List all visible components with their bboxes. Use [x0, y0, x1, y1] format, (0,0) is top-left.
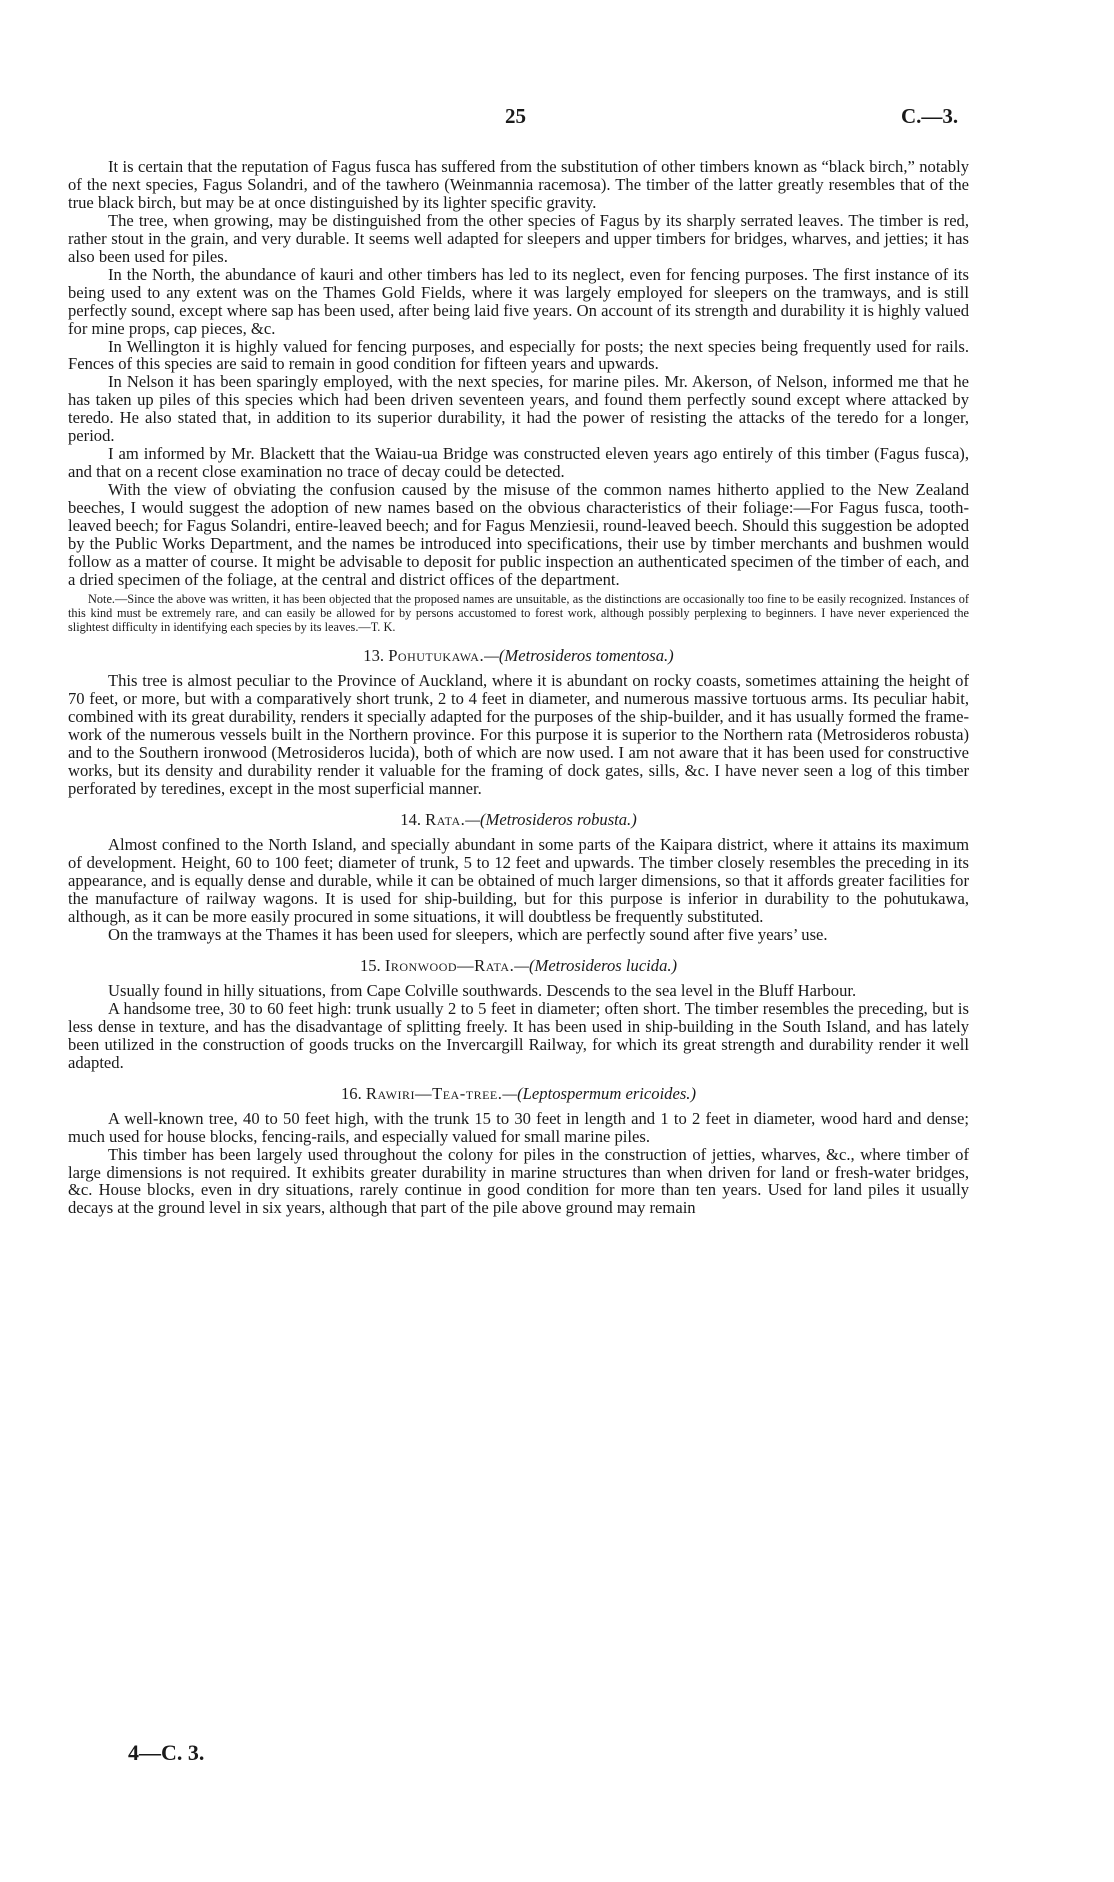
section-heading	[68, 646, 969, 665]
footnote: Note.—Since the above was written, it has been objected that the proposed names are unsuitable, as the distinctions are occasionally too fine to be easily recognized. Instances of this kind must be extremely rare, and can easily be allowed for by persons accustomed to forest work, although possibly perplexing to beginners. I have never experienced the slightest difficulty in identifying each species by its leaves.—T. K.	[68, 591, 969, 635]
paragraph: In the North, the abundance of kauri and other timbers has led to its neglect, even for fencing purposes. The first instance of its being used to any extent was on the Thames Gold Fields, where it was largely employed for sleepers on the tramways, and is still perfectly sound, except where sap has been used, after being laid five years. On account of its strength and durability it is highly valued for mine props, cap pieces, &c.	[68, 264, 969, 338]
section-common-name: Rawiri—Tea-tree.	[365, 1083, 503, 1103]
paragraph: It is certain that the reputation of Fagus fusca has suffered from the substitution of other timbers known as “black birch,” notably of the next species, Fagus Solandri, and of the tawhero (Weinmannia racemosa). The timber of the latter greatly resembles that of the true black birch, but may be at once distinguished by its lighter specific gravity.	[68, 157, 969, 212]
paragraph: This timber has been largely used throughout the colony for piles in the construction of jetties, wharves, &c., where timber of large dimensions is not required. It exhibits greater durability in marine structures than when driven for land or fresh-water bridges, &c. House blocks, even in dry situations, rarely continue in good condition for more than ten years. Used for land piles it usually decays at the ground level in six years, although that part of the pile above ground may remain	[68, 1144, 969, 1218]
page-number: 25	[505, 104, 526, 128]
section-latin-name: —(Leptospermum ericoides.)	[502, 1083, 696, 1103]
paragraph: The tree, when growing, may be distinguished from the other species of Fagus by its sharply serrated leaves. The timber is red, rather stout in the grain, and very durable. It seems well adapted for sleepers and upper timbers for bridges, wharves, and jetties; it has also been used for piles.	[68, 210, 969, 266]
paragraph: I am informed by Mr. Blackett that the Waiau-ua Bridge was constructed eleven years ago entirely of this timber (Fagus fusca), and that on a recent close examination no trace of decay could be detected.	[68, 444, 969, 482]
paragraph: A well-known tree, 40 to 50 feet high, with the trunk 15 to 30 feet in length and 1 to 2 feet in diameter, wood hard and dense; much used for house blocks, fencing-rails, and especially valued for small marine piles.	[68, 1108, 969, 1146]
section-number: 15.	[359, 955, 381, 975]
paragraph: A handsome tree, 30 to 60 feet high: trunk usually 2 to 5 feet in diameter; often short. The timber resembles the preceding, but is less dense in texture, and has the disadvantage of splitting freely. It has been used in ship-building in the South Island, and has lately been utilized in the construction of goods trucks on the Invercargill Railway, for which its great strength and durability render it well adapted.	[68, 998, 969, 1072]
page-header	[0, 104, 1114, 134]
paragraph: In Nelson it has been sparingly employed, with the next species, for marine piles. Mr. Akerson, of Nelson, informed me that he has taken up piles of this species which had been driven seventeen years, and found them perfectly sound except where attacked by teredo. He also stated that, in addition to its superior durability, it had the power of resisting the attacks of the teredo for a longer, period.	[68, 372, 969, 446]
paragraph: On the tramways at the Thames it has been used for sleepers, which are perfectly sound after five years’ use.	[108, 924, 828, 944]
section-common-name: Pohutukawa.	[388, 646, 485, 666]
paragraph: In Wellington it is highly valued for fencing purposes, and especially for posts; the next species being frequently used for rails. Fences of this species are said to remain in good condition for fifteen years and upwards.	[68, 336, 969, 374]
section-common-name: Ironwood—Rata.	[384, 955, 515, 975]
section-common-name: Rata.	[425, 810, 466, 830]
paragraph: With the view of obviating the confusion caused by the misuse of the common names hitherto applied to the New Zealand beeches, I would suggest the adoption of new names based on the obvious characteristics of their foliage:—For Fagus fusca, tooth-leaved beech; for Fagus Solandri, entire-leaved beech; and for Fagus Menziesii, round-leaved beech. Should this suggestion be adopted by the Public Works Department, and the names be introduced into specifications, their use by timber merchants and bushmen would follow as a matter of course. It might be advisable to deposit for public inspection an authenticated specimen of the timber of each, and a dried specimen of the foliage, at the central and district offices of the department.	[68, 480, 969, 589]
section-heading	[68, 810, 969, 829]
document-reference: C.—3.	[901, 104, 959, 128]
section-latin-name: —(Metrosideros lucida.)	[514, 955, 678, 975]
paragraph: Usually found in hilly situations, from Cape Colville southwards. Descends to the sea level in the Bluff Harbour.	[108, 980, 857, 1000]
section-heading	[68, 1084, 969, 1103]
signature-mark: 4—C. 3.	[128, 1740, 205, 1765]
document-body	[68, 158, 969, 1217]
section-number: 16.	[341, 1083, 362, 1103]
section-number: 14.	[400, 810, 422, 830]
section-heading	[68, 956, 969, 975]
section-latin-name: —(Metrosideros robusta.)	[465, 810, 637, 830]
section-latin-name: —(Metrosideros tomentosa.)	[484, 646, 674, 666]
section-number: 13.	[363, 646, 385, 666]
paragraph: This tree is almost peculiar to the Province of Auckland, where it is abundant on rocky coasts, sometimes attaining the height of 70 feet, or more, but with a comparatively short trunk, 2 to 4 feet in diameter, and numerous massive tortuous arms. Its peculiar habit, combined with its great durability, renders it specially adapted for the purposes of the ship-builder, and it has usually formed the frame-work of the numerous vessels built in the Northern province. For this purpose it is superior to the Northern rata (Metrosideros robusta) and to the Southern ironwood (Metrosideros lucida), both of which are now used. I am not aware that it has been used for constructive works, but its density and durability render it valuable for the framing of dock gates, sills, &c. I have never seen a log of this timber perforated by teredines, except in the most superficial manner.	[68, 671, 969, 799]
paragraph: Almost confined to the North Island, and specially abundant in some parts of the Kaipara district, where it attains its maximum of development. Height, 60 to 100 feet; diameter of trunk, 5 to 12 feet and upwards. The timber closely resembles the preceding in its appearance, and is equally dense and durable, while it can be obtained of much larger dimensions, so that it affords greater facilities for the manufacture of railway wagons. It is used for ship-building, but for this purpose is inferior in durability to the pohutukawa, although, as it can be more easily procured in some situations, it will doubtless be frequently substituted.	[68, 835, 969, 926]
